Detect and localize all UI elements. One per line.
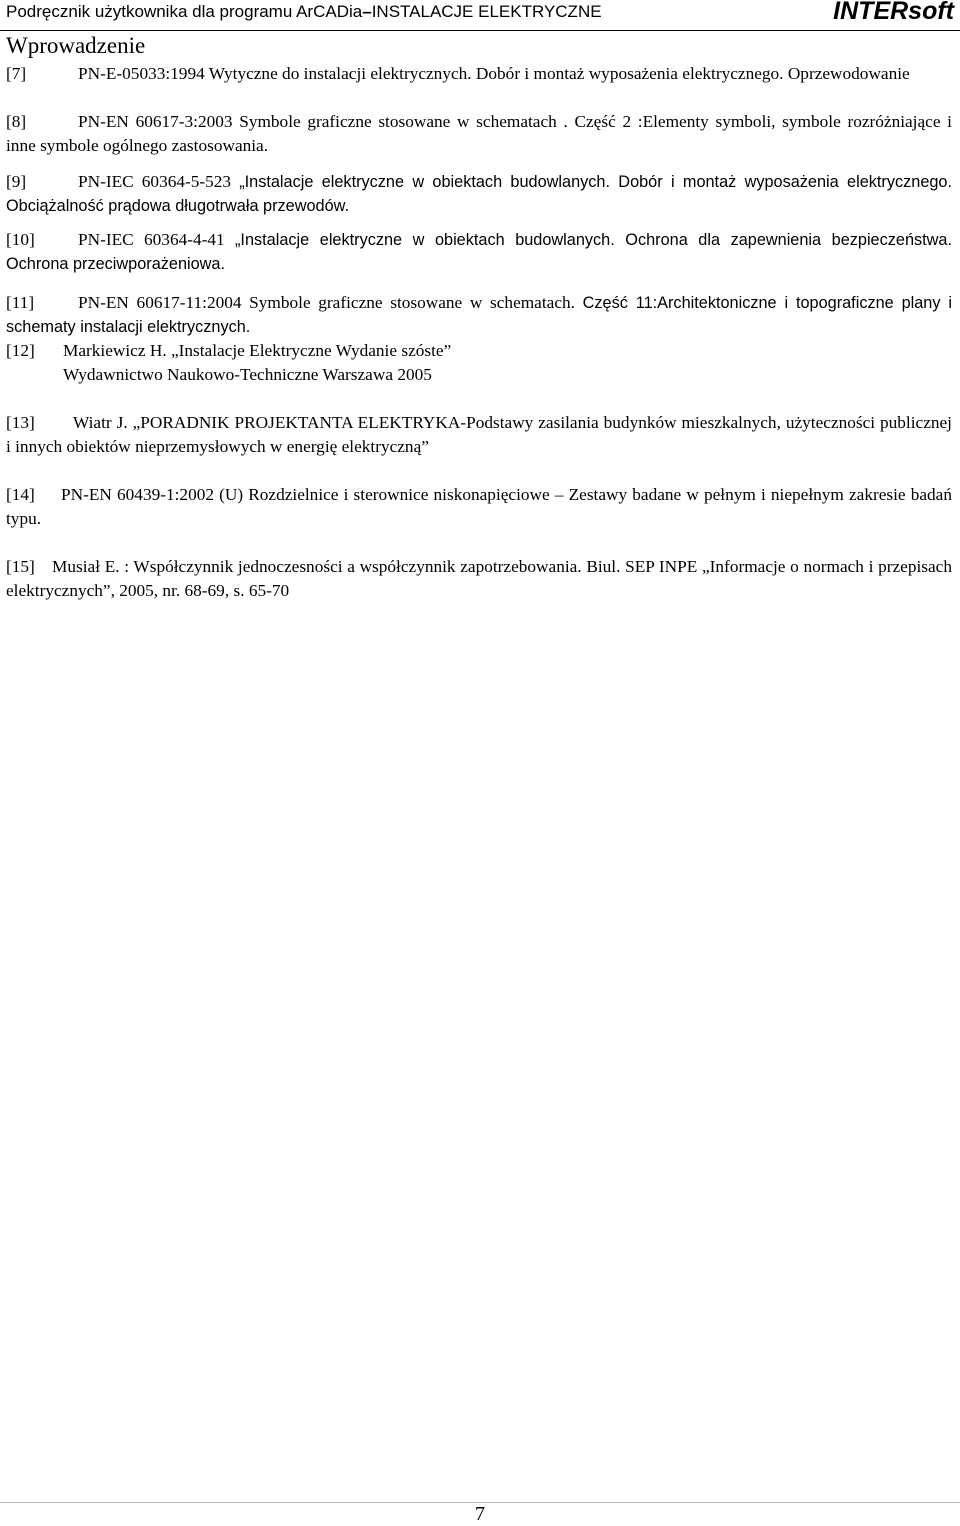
reference-15 (6, 555, 952, 603)
reference-text: PN-EN 60617-3:2003 Symbole graficzne stosowane w schematach . Część 2 :Elementy symboli, symbole rozróżniające i inne symbole ogólnego zastosowania. (6, 112, 952, 155)
reference-text-sans: Część 11:Architektoniczne i topograficzne plany i schematy instalacji elektrycznych. (6, 294, 952, 336)
header-title (6, 2, 602, 22)
intersoft-logo: INTERsoft (833, 0, 954, 25)
reference-14 (6, 483, 952, 531)
reference-number: [8] (6, 112, 27, 131)
header-title-part2: INSTALACJE ELEKTRYCZNE (371, 2, 602, 21)
reference-list (6, 62, 952, 603)
reference-13 (6, 411, 952, 459)
header-title-part1: Podręcznik użytkownika dla programu ArCADia (6, 2, 363, 21)
reference-number: [14] (6, 485, 35, 504)
reference-11 (6, 291, 952, 339)
reference-number: [10] (6, 230, 35, 249)
page-header (0, 0, 960, 31)
reference-7 (6, 62, 952, 86)
header-title-dash: – (362, 2, 372, 21)
reference-text: PN-E-05033:1994 Wytyczne do instalacji elektrycznych. Dobór i montaż wyposażenia elektrycznego. Oprzewodowanie (78, 64, 910, 83)
reference-text: PN-EN 60439-1:2002 (U) Rozdzielnice i sterownice niskonapięciowe – Zestawy badane w pełnym i niepełnym zakresie badań typu. (6, 485, 952, 528)
reference-number: [12] (6, 341, 35, 360)
reference-12 (6, 339, 952, 387)
reference-8 (6, 110, 952, 158)
reference-publisher: Wydawnictwo Naukowo-Techniczne Warszawa 2005 (63, 365, 432, 384)
reference-text: Wiatr J. „PORADNIK PROJEKTANTA ELEKTRYKA-Podstawy zasilania budynków mieszkalnych, użyteczności publicznej i innych obiektów nieprzemysłowych w energię elektryczną” (6, 413, 952, 456)
reference-text: PN-EN 60617-11:2004 Symbole graficzne stosowane w schematach. (78, 293, 575, 312)
reference-text-sans: „Instalacje elektryczne w obiektach budowlanych. Dobór i montaż wyposażenia elektrycznego. Obciążalność prądowa długotrwała przewodów. (6, 173, 953, 215)
page-number: 7 (475, 1503, 485, 1525)
reference-text: PN-IEC 60364-5-523 (78, 172, 232, 191)
reference-10 (6, 228, 952, 276)
reference-text: Markiewicz H. „Instalacje Elektryczne Wydanie szóste” (63, 341, 452, 360)
section-title: Wprowadzenie (6, 33, 146, 58)
reference-text: PN-IEC 60364-4-41 (78, 230, 225, 249)
reference-number: [7] (6, 64, 27, 83)
reference-number: [15] (6, 557, 35, 576)
reference-text-sans: „Instalacje elektryczne w obiektach budowlanych. Ochrona dla zapewnienia bezpieczeństwa. Ochrona przeciwporażeniowa. (6, 231, 953, 273)
reference-number: [13] (6, 413, 35, 432)
reference-number: [9] (6, 172, 27, 191)
reference-number: [11] (6, 293, 35, 312)
reference-text: Musiał E. : Współczynnik jednoczesności a współczynnik zapotrzebowania. Biul. SEP INPE „Informacje o normach i przepisach elektrycznych”, 2005, nr. 68-69, s. 65-70 (6, 557, 952, 600)
reference-9 (6, 170, 952, 218)
